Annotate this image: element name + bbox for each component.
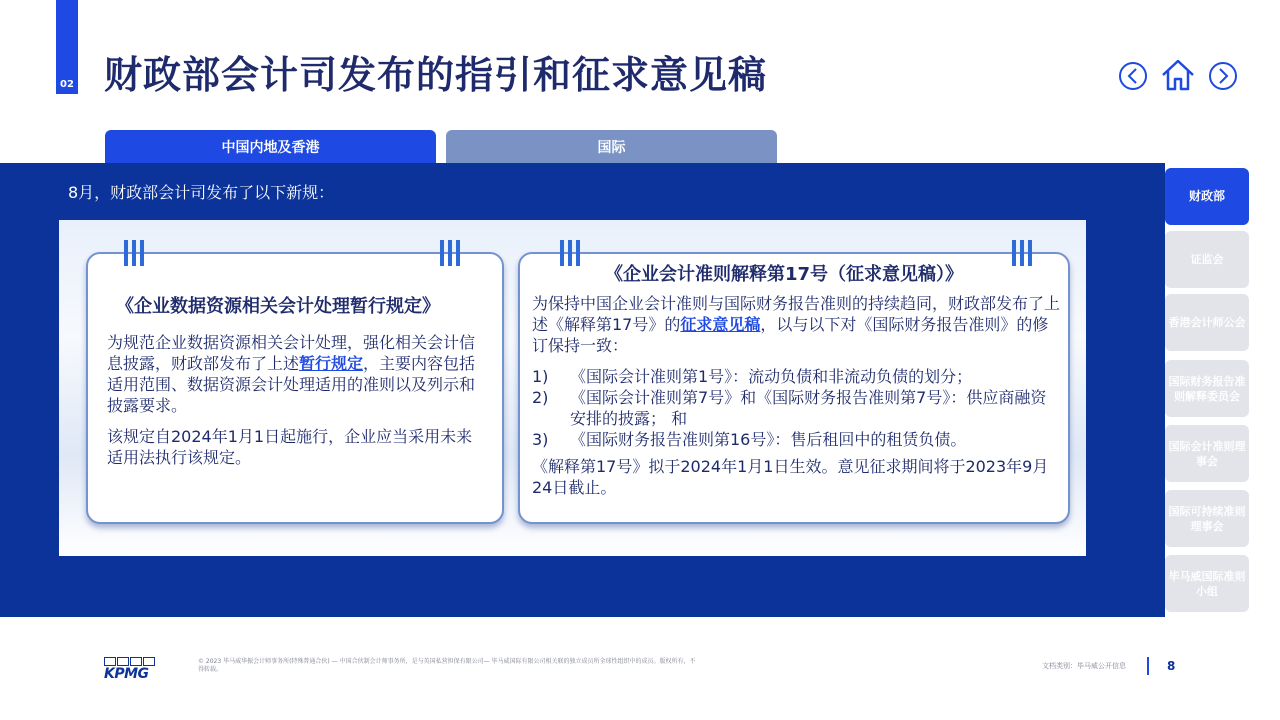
left-card-effective-date: 该规定自2024年1月1日起施行，企业应当采用未来适用法执行该规定。 bbox=[107, 427, 473, 467]
text-span: ，以与以下对《国际财务报告准则》的修订保持一致： bbox=[532, 315, 1049, 355]
list-text: 《国际会计准则第1号》：流动负债和非流动负债的划分； bbox=[570, 367, 973, 386]
sidebar-item-ifric[interactable]: 国际财务报告准则解释委员会 bbox=[1165, 360, 1249, 417]
amendments-list bbox=[532, 366, 1060, 450]
text-span: ，主要内容包括适用范围、数据资源会计处理适用的准则以及列示和披露要求。 bbox=[107, 354, 476, 415]
sidebar-item-iasb[interactable]: 国际会计准则理事会 bbox=[1165, 425, 1249, 482]
sidebar-item-kpmg-standards[interactable]: 毕马威国际准则小组 bbox=[1165, 555, 1249, 612]
right-card-body bbox=[532, 293, 1060, 498]
decor-bars-icon bbox=[560, 240, 580, 266]
list-number: 2) bbox=[532, 388, 549, 407]
section-number: 02 bbox=[60, 79, 74, 90]
decor-bars-icon bbox=[1012, 240, 1032, 266]
list-number: 3) bbox=[532, 430, 549, 449]
page-number: 8 bbox=[1167, 659, 1176, 673]
copyright-text: © 2023 毕马威华振会计师事务所(特殊普通合伙) — 中国合伙制会计师事务所，是与英国私营担保有限公司— 毕马威国际有限公司相关联的独立成员所全球性组织中的成员。版权所有，不得转载。 bbox=[198, 658, 696, 673]
decor-bars-icon bbox=[440, 240, 460, 266]
kpmg-logo bbox=[104, 657, 160, 681]
left-card-paragraph bbox=[107, 332, 485, 416]
list-text: 《国际财务报告准则第16号》：售后租回中的租赁负债。 bbox=[570, 430, 967, 449]
list-number: 1) bbox=[532, 367, 549, 386]
list-item bbox=[532, 366, 1060, 387]
sidebar-item-issb[interactable]: 国际可持续准则理事会 bbox=[1165, 490, 1249, 547]
nav-controls bbox=[1118, 58, 1240, 94]
list-item bbox=[532, 429, 1060, 450]
right-card-effective-date: 《解释第17号》拟于2024年1月1日生效。意见征求期间将于2023年9月24日截止。 bbox=[532, 457, 1049, 497]
logo-boxes bbox=[104, 657, 160, 666]
decor-bars-icon bbox=[124, 240, 144, 266]
chevron-right-circle-icon[interactable] bbox=[1208, 61, 1238, 91]
right-card-paragraph bbox=[532, 293, 1060, 356]
right-card-title: 《企业会计准则解释第17号（征求意见稿）》 bbox=[605, 264, 964, 285]
exposure-draft-link[interactable]: 征求意见稿 bbox=[680, 315, 761, 334]
home-icon[interactable] bbox=[1160, 58, 1196, 92]
logo-text: KPMG bbox=[104, 666, 149, 682]
left-card-body bbox=[107, 332, 485, 468]
page-title: 财政部会计司发布的指引和征求意见稿 bbox=[104, 53, 768, 97]
text-span: 为规范企业数据资源相关会计处理，强化相关会计信息披露，财政部发布了上述 bbox=[107, 333, 476, 373]
interim-provisions-link[interactable]: 暂行规定 bbox=[299, 354, 364, 373]
list-text: 《国际会计准则第7号》和《国际财务报告准则第7号》：供应商融资安排的披露； 和 bbox=[570, 388, 1047, 428]
intro-text: 8月，财政部会计司发布了以下新规： bbox=[68, 183, 335, 202]
document-classification: 文档类别：毕马威公开信息 bbox=[1042, 662, 1126, 670]
sidebar-item-mof[interactable]: 财政部 bbox=[1165, 168, 1249, 225]
sidebar-item-hkicpa[interactable]: 香港会计师公会 bbox=[1165, 294, 1249, 351]
footer-divider bbox=[1147, 657, 1149, 675]
left-card-title: 《企业数据资源相关会计处理暂行规定》 bbox=[116, 296, 440, 317]
text-span: 为保持中国企业会计准则与国际财务报告准则的持续趋同，财政部发布了上述《解释第17号》的 bbox=[532, 294, 1061, 334]
list-item bbox=[532, 387, 1060, 429]
sidebar-item-csrc[interactable]: 证监会 bbox=[1165, 231, 1249, 288]
tab-international[interactable]: 国际 bbox=[446, 130, 777, 164]
tab-mainland-hk[interactable]: 中国内地及香港 bbox=[105, 130, 436, 164]
chevron-left-circle-icon[interactable] bbox=[1118, 61, 1148, 91]
